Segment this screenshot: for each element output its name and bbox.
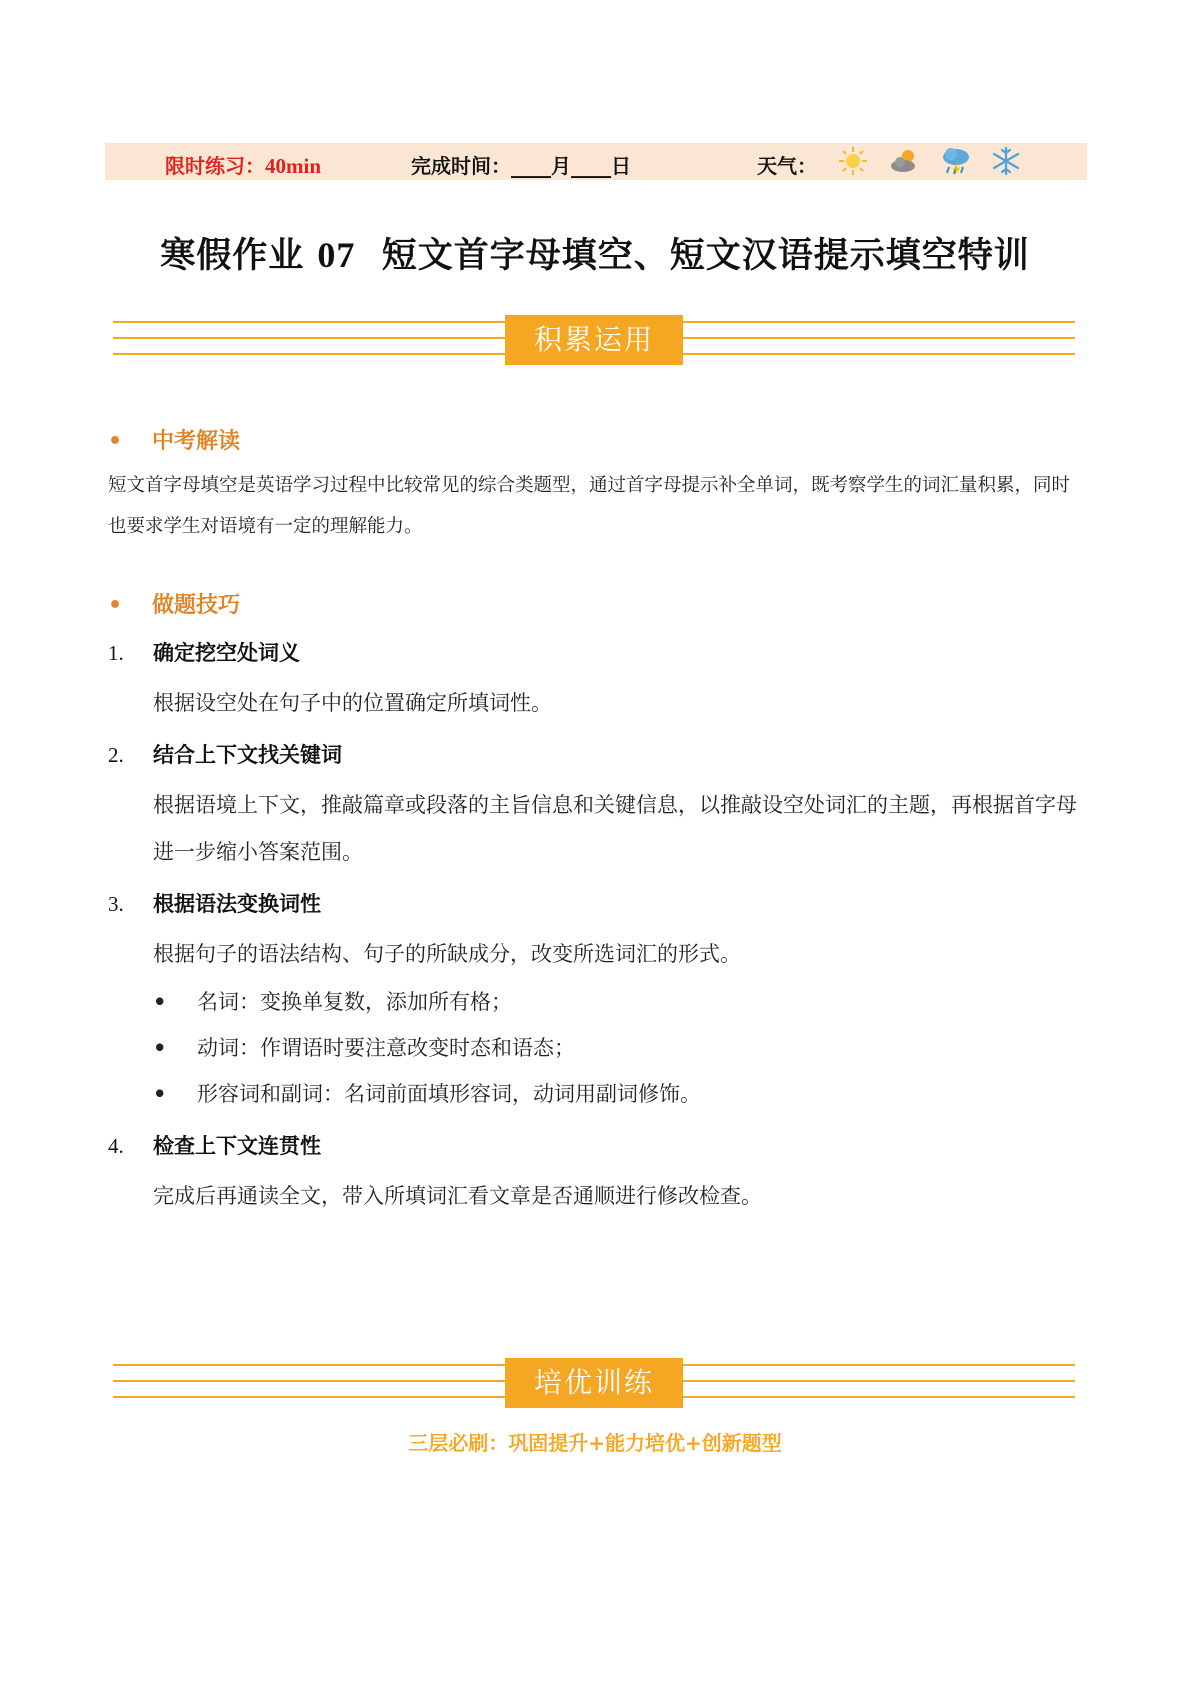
section-heading-text: 中考解读: [152, 429, 241, 454]
title-prefix: 寒假作业: [160, 236, 305, 276]
tip-item-title: [108, 888, 321, 918]
time-limit-value: 40min: [265, 154, 322, 178]
tip-item-body: 根据语境上下文，推敲篇章或段落的主旨信息和关键信息，以推敲设空处词汇的主题，再根据首字母进一步缩小答案范围。: [153, 793, 1077, 864]
banner-label: 积累运用: [505, 315, 683, 365]
tip-number: 1.: [108, 641, 124, 665]
exam-analysis-paragraph: 短文首字母填空是英语学习过程中比较常见的综合类题型，通过首字母提示补全单词，既考察学生的词汇量积累，同时也要求学生对语境有一定的理解能力。: [108, 475, 1071, 537]
tip-title-text: 结合上下文找关键词: [153, 743, 342, 767]
section-banner-training: [113, 1358, 1075, 1408]
title-number: 07: [317, 235, 356, 275]
tip-title-text: 确定挖空处词义: [153, 641, 300, 665]
tip-number: 3.: [108, 892, 124, 916]
bullet-icon: •: [108, 593, 123, 618]
section-heading-exam-analysis: [108, 424, 240, 455]
tip-item-title: [108, 637, 300, 667]
grammar-bullet: [153, 1032, 575, 1062]
tip-title-text: 根据语法变换词性: [153, 892, 321, 916]
time-limit: [165, 150, 321, 179]
finish-time: 完成时间：____月____日: [411, 154, 631, 178]
grammar-bullet: [153, 1078, 701, 1108]
time-limit-label: 限时练习：: [165, 154, 265, 178]
bullet-text: 动词：作谓语时要注意改变时态和语态；: [197, 1036, 575, 1060]
snow-icon[interactable]: [989, 145, 1023, 177]
tip-item-title: [108, 1130, 321, 1160]
bullet-text: 名词：变换单复数，添加所有格；: [197, 990, 512, 1014]
tip-number: 2.: [108, 743, 124, 767]
rain-icon[interactable]: [939, 145, 973, 177]
section-heading-tips: [108, 588, 240, 619]
bullet-icon: •: [153, 1081, 167, 1106]
section-banner-accumulate: [113, 315, 1075, 365]
sun-icon[interactable]: [836, 145, 870, 177]
tip-item-body: 根据设空处在句子中的位置确定所填词性。: [153, 691, 552, 715]
tip-item-body: 根据句子的语法结构、句子的所缺成分，改变所选词汇的形式。: [153, 942, 741, 966]
bullet-icon: •: [153, 1035, 167, 1060]
info-bar: [105, 143, 1087, 180]
page-title: [0, 228, 1190, 278]
grammar-bullet: [153, 986, 512, 1016]
training-subtitle: 三层必刷：巩固提升+能力培优+创新题型: [408, 1431, 782, 1455]
tip-number: 4.: [108, 1134, 124, 1158]
bullet-icon: •: [153, 989, 167, 1014]
section-heading-text: 做题技巧: [152, 593, 241, 618]
weather-label: 天气：: [757, 154, 817, 178]
cloudy-icon[interactable]: [888, 145, 922, 177]
tip-item-body: 完成后再通读全文，带入所填词汇看文章是否通顺进行修改检查。: [153, 1184, 762, 1208]
banner-label: 培优训练: [505, 1358, 683, 1408]
bullet-icon: •: [108, 429, 123, 454]
bullet-text: 形容词和副词：名词前面填形容词，动词用副词修饰。: [197, 1082, 701, 1106]
tip-item-title: [108, 739, 342, 769]
title-main: 短文首字母填空、短文汉语提示填空特训: [381, 236, 1030, 276]
tip-title-text: 检查上下文连贯性: [153, 1134, 321, 1158]
